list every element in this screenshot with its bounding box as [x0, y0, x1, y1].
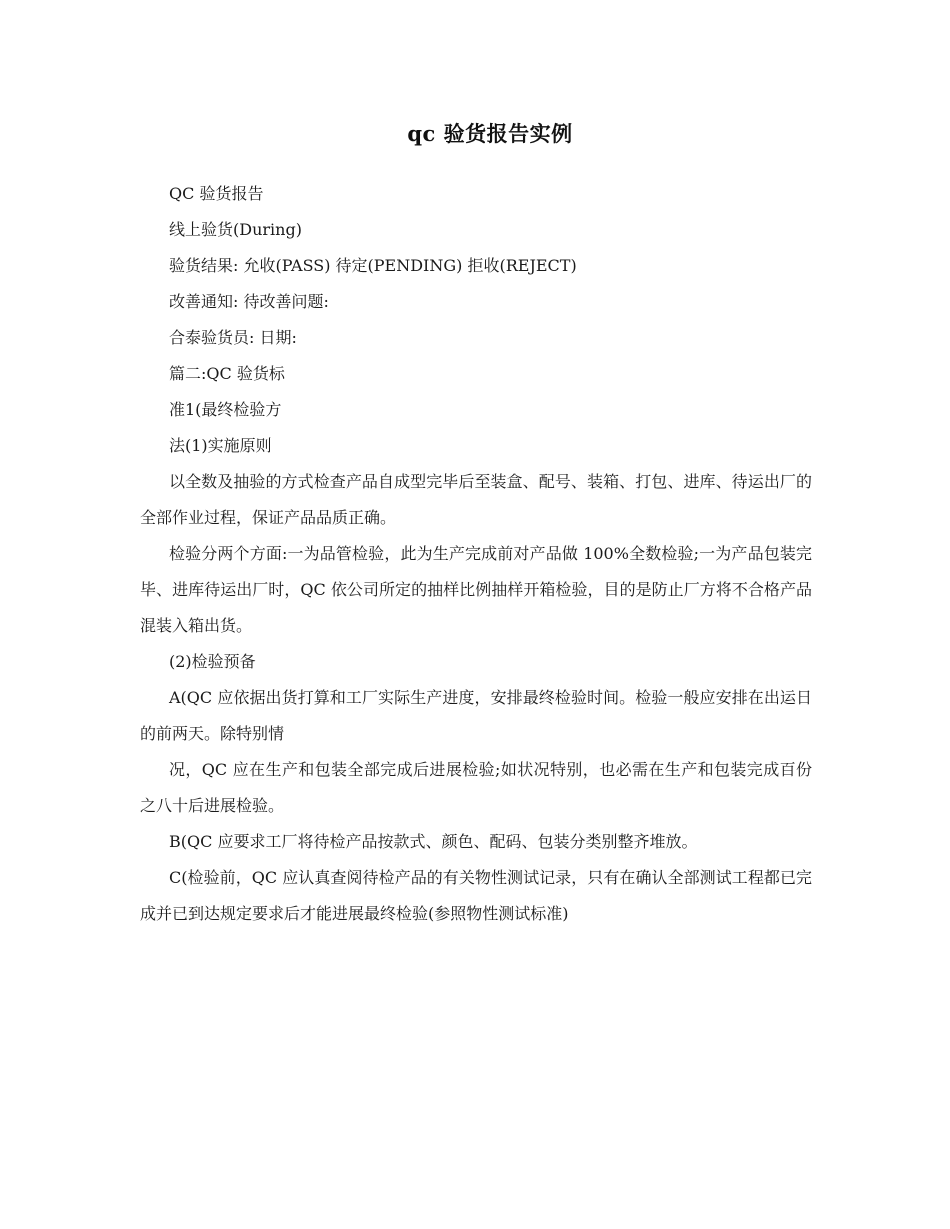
paragraph-online-inspection: 线上验货(During)	[169, 220, 302, 239]
paragraph-preparation-heading: (2)检验预备	[169, 652, 256, 671]
paragraph-item-a-continued: 况，QC 应在生产和包装全部完成后进展检验;如状况特别，也必需在生产和包装完成百份之八十后进展检验。	[140, 760, 812, 815]
paragraph-standard-line: 准1(最终检验方	[169, 400, 282, 419]
paragraph-report-heading: QC 验货报告	[169, 184, 264, 203]
paragraph-principle-body: 以全数及抽验的方式检查产品自成型完毕后至装盒、配号、装箱、打包、进库、待运出厂的全部作业过程，保证产品品质正确。	[140, 472, 812, 527]
paragraph-part-two-heading: 篇二:QC 验货标	[169, 364, 285, 383]
paragraph-inspection-result: 验货结果: 允收(PASS) 待定(PENDING) 拒收(REJECT)	[169, 256, 577, 275]
paragraph-item-b: B(QC 应要求工厂将待检产品按款式、颜色、配码、包装分类别整齐堆放。	[169, 832, 698, 851]
paragraph-item-c: C(检验前，QC 应认真查阅待检产品的有关物性测试记录，只有在确认全部测试工程都已完成并已到达规定要求后才能进展最终检验(参照物性测试标准)	[140, 868, 812, 923]
paragraph-inspection-aspects: 检验分两个方面:一为品管检验，此为生产完成前对产品做 100%全数检验;一为产品包装完毕、进库待运出厂时，QC 依公司所定的抽样比例抽样开箱检验，目的是防止厂方将不合格产品混装入箱出货。	[140, 544, 812, 635]
paragraph-principle-heading: 法(1)实施原则	[169, 436, 272, 455]
document-title: qc 验货报告实例	[407, 121, 573, 146]
document-body	[140, 176, 812, 932]
paragraph-item-a: A(QC 应依据出货打算和工厂实际生产进度，安排最终检验时间。检验一般应安排在出运日的前两天。除特别情	[140, 688, 812, 743]
paragraph-inspector-date: 合泰验货员: 日期:	[169, 328, 297, 347]
paragraph-improvement-notice: 改善通知: 待改善问题:	[169, 292, 329, 311]
